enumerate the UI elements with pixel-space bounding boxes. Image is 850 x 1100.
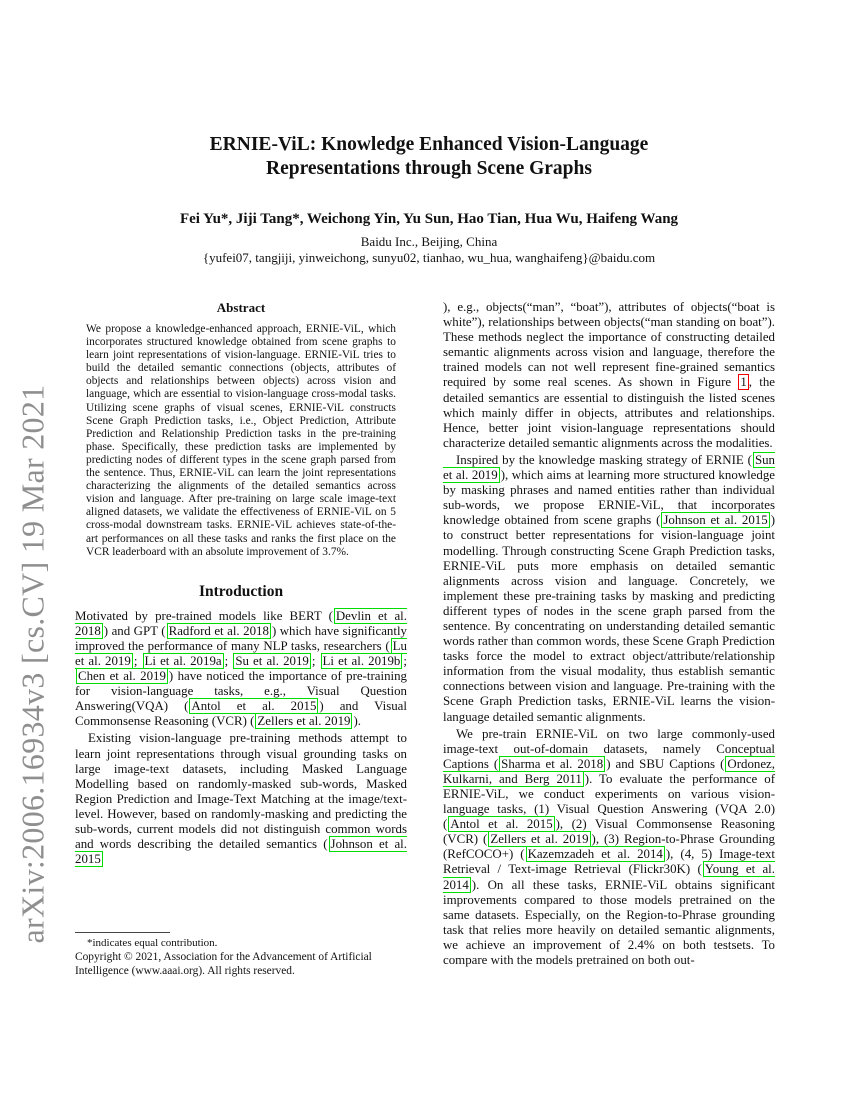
citation-link[interactable]: Sun et al. 2019 bbox=[443, 452, 775, 483]
citation-link[interactable]: Li et al. 2019a bbox=[144, 653, 222, 668]
intro-paragraph-1 bbox=[75, 609, 407, 730]
affiliation: Baidu Inc., Beijing, China bbox=[360, 234, 498, 249]
citation-link[interactable]: Chen et al. 2019 bbox=[78, 669, 166, 684]
citation-link[interactable]: Kazemzadeh et al. 2014 bbox=[527, 847, 663, 862]
paragraph-text: ) and SBU Captions ( bbox=[606, 756, 725, 771]
citation-link[interactable]: Antol et al. 2015 bbox=[191, 699, 317, 714]
right-column bbox=[443, 300, 775, 968]
citation-link[interactable]: Su et al. 2019 bbox=[235, 653, 309, 668]
intro-paragraph-2-part-1 bbox=[75, 731, 407, 867]
paper-title: ERNIE-ViL: Knowledge Enhanced Vision-Language Representations through Scene Graphs bbox=[209, 134, 649, 179]
intro-paragraph-3 bbox=[443, 453, 775, 725]
paragraph-text: ; bbox=[311, 653, 320, 668]
paragraph-text: ), (2) Visual Commonsense Reasoning (VCR) ( bbox=[443, 817, 775, 847]
citation-link[interactable]: Radford et al. 2018 bbox=[168, 623, 269, 638]
citation-link[interactable]: Lu et al. 2019 bbox=[75, 638, 407, 668]
paragraph-text: ) and GPT ( bbox=[103, 623, 166, 638]
paragraph-text: ) which have significantly improved the performance of many NLP tasks, researchers ( bbox=[75, 623, 407, 653]
paragraph-text: ), (4, 5) Image-text Retrieval / Text-image Retrieval (Flickr30K) ( bbox=[443, 847, 775, 877]
citation-link[interactable]: Johnson et al. 2015 bbox=[75, 837, 407, 867]
footnote-rule bbox=[75, 932, 170, 933]
paragraph-text: ), (3) Region-to-Phrase Grounding (RefCOCO+) ( bbox=[443, 832, 775, 862]
intro-paragraph-4 bbox=[443, 727, 775, 969]
intro-paragraph-2-part-2 bbox=[443, 300, 775, 451]
paragraph-text: ). bbox=[353, 714, 361, 729]
paragraph-text: ) have noticed the importance of pre-training for vision-language tasks, e.g., Visual Question Answering(VQA) ( bbox=[75, 669, 407, 714]
paragraph-text: ; bbox=[224, 653, 233, 668]
copyright-notice: Copyright © 2021, Association for the Advancement of Artificial Intelligence (www.aaai.org). All rights reserved. bbox=[75, 951, 372, 977]
paragraph-text: ). On all these tasks, ERNIE-ViL obtains significant improvements compared to those models pretrained on the same datasets. Especially, on the Region-to-Phrase grounding task that relies more heavily on detailed semantic alignments, we achieve an improvement of 2.4% on both testsets. To compare with the models pretrained on both out- bbox=[443, 877, 775, 968]
paragraph-text: ; bbox=[403, 653, 407, 668]
paragraph-text: ) to construct better representations for vision-language joint modelling. Through constructing Scene Graph Prediction tasks, ERNIE-ViL puts more emphasis on detailed semantic alignments across vision and language. Concretely, we implement these pre-training tasks by masking and predicting different types of nodes in the scene graph parsed from the sentence. By concentrating on understanding detailed semantic words rather than common words, these Scene Graph Prediction tasks force the model to extract object/attribute/relationship information from the visual modality, thus establish semantic connections between vision and language. Pre-training with the Scene Graph Prediction tasks, ERNIE-ViL learns the vision-language detailed semantic alignments. bbox=[443, 513, 775, 724]
citation-link[interactable]: Young et al. 2014 bbox=[443, 862, 775, 892]
equal-contribution-footnote: *indicates equal contribution. bbox=[87, 937, 218, 949]
paragraph-text: Inspired by the knowledge masking strategy of ERNIE ( bbox=[456, 452, 752, 467]
paragraph-text: ; bbox=[133, 653, 142, 668]
introduction-heading: Introduction bbox=[198, 582, 284, 600]
paragraph-text: , the detailed semantics are essential to distinguish the listed scenes which mainly differ in objects, attributes and relationships. Hence, better joint vision-language representations should characterize detailed semantic alignments across the modalities. bbox=[443, 375, 775, 450]
citation-link[interactable]: Devlin et al. 2018 bbox=[75, 608, 407, 638]
arxiv-identifier: arXiv:2006.16934v3 [cs.CV] 19 Mar 2021 bbox=[14, 384, 51, 944]
paragraph-text: ), which aims at learning more structured knowledge by masking phrases and named entities rather than individual sub-words, we propose ERNIE-ViL, that incorporates knowledge obtained from scene graphs ( bbox=[443, 468, 775, 528]
citation-link[interactable]: Zellers et al. 2019 bbox=[257, 714, 351, 729]
paragraph-text: Motivated by pre-trained models like BERT ( bbox=[75, 608, 333, 623]
citation-link[interactable]: Antol et al. 2015 bbox=[450, 817, 553, 832]
figure-reference[interactable]: 1 bbox=[740, 375, 747, 390]
paragraph-text: Existing vision-language pre-training methods attempt to learn joint representations through visual grounding tasks on large image-text datasets, including Masked Language Modelling based on randomly-masked sub-words, Masked Region Prediction and Image-Text Matching at the image/text-level. However, based on randomly-masking and predicting the sub-words, current models did not distinguish common words and words describing the detailed semantics ( bbox=[75, 731, 407, 852]
paragraph-text: ). To evaluate the performance of ERNIE-ViL, we conduct experiments on various vision-language tasks, (1) Visual Question Answering (VQA 2.0) ( bbox=[443, 771, 776, 832]
footnotes bbox=[75, 932, 407, 978]
citation-link[interactable]: Li et al. 2019b bbox=[322, 653, 401, 668]
abstract-text: We propose a knowledge-enhanced approach, ERNIE-ViL, which incorporates structured knowledge obtained from scene graphs to learn joint representations of vision-language. ERNIE-ViL tries to build the detailed semantic connections (objects, attributes of objects and relationships between objects) across vision and language, which are essential to vision-language cross-modal tasks. Utilizing scene graphs of visual scenes, ERNIE-ViL constructs Scene Graph Prediction tasks, i.e., Object Prediction, Attribute Prediction and Relationship Prediction tasks in the pre-training phase. Specifically, these prediction tasks are implemented by predicting nodes of different types in the scene graph parsed from the sentence. Thus, ERNIE-ViL can learn the joint representations characterizing the alignments of the detailed semantics across vision and language. After pre-training on large scale image-text aligned datasets, we validate the effectiveness of ERNIE-ViL on 5 cross-modal downstream tasks. ERNIE-ViL achieves state-of-the-art performances on all these tasks and ranks the first place on the VCR leaderboard with an absolute improvement of 3.7%. bbox=[86, 323, 396, 558]
author-list: Fei Yu*, Jiji Tang*, Weichong Yin, Yu Sun, Hao Tian, Hua Wu, Haifeng Wang bbox=[179, 211, 679, 227]
citation-link[interactable]: Zellers et al. 2019 bbox=[490, 832, 589, 847]
citation-link[interactable]: Sharma et al. 2018 bbox=[501, 756, 604, 771]
paragraph-text: ) and Visual Commonsense Reasoning (VCR) ( bbox=[75, 699, 407, 729]
citation-link[interactable]: Johnson et al. 2015 bbox=[663, 513, 768, 528]
author-emails: {yufei07, tangjiji, yinweichong, sunyu02, tianhao, wu_hua, wanghaifeng}@baidu.com bbox=[202, 250, 656, 265]
paragraph-text: ), e.g., objects(“man”, “boat”), attributes of objects(“boat is white”), relationships between objects(“man standing on boat”). These methods neglect the importance of constructing detailed semantic alignments across vision and language, therefore the trained models can not well represent fine-grained semantics required by some real scenes. As shown in Figure bbox=[443, 300, 775, 390]
citation-link[interactable]: Ordonez, Kulkarni, and Berg 2011 bbox=[443, 756, 775, 786]
abstract-heading: Abstract bbox=[216, 300, 266, 315]
left-column bbox=[75, 300, 407, 867]
paragraph-text: We pre-train ERNIE-ViL on two large commonly-used image-text out-of-domain datasets, namely Conceptual Captions ( bbox=[443, 726, 775, 771]
